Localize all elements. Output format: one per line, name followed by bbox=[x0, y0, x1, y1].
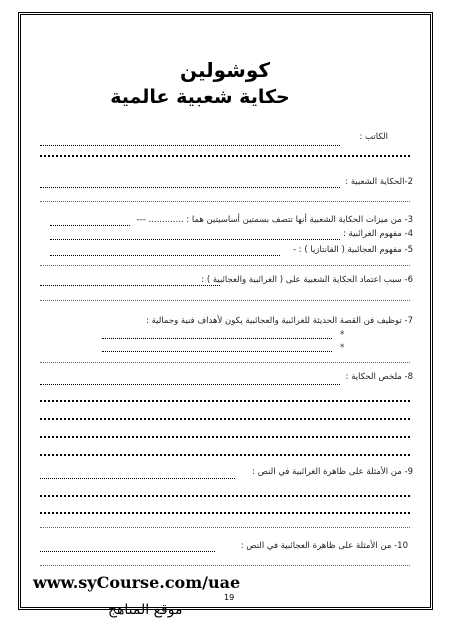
question-6: 6- سبب اعتماد الحكاية الشعبية على ( الغرائبية والعجائبية ) : bbox=[201, 275, 413, 285]
bullet: * bbox=[340, 330, 345, 340]
footer-site-name: موقع المناهج bbox=[108, 602, 183, 618]
question-10: 10- من الأمثلة على ظاهرة العجائبية في النص : bbox=[240, 541, 408, 551]
answer-line bbox=[40, 478, 235, 479]
answer-line bbox=[40, 495, 410, 497]
question-5: 5- مفهوم العجائبية ( الفانتازيا ) : - bbox=[293, 245, 413, 255]
answer-line bbox=[40, 527, 410, 528]
answer-line bbox=[50, 255, 280, 256]
question-8: 8- ملخص الحكاية : bbox=[345, 372, 413, 382]
answer-line bbox=[40, 384, 340, 385]
answer-line bbox=[40, 512, 410, 514]
question-4: 4- مفهوم الغرائبية : bbox=[342, 229, 413, 239]
answer-line bbox=[40, 300, 410, 301]
question-author: الكاتب : bbox=[359, 132, 388, 142]
answer-line bbox=[40, 454, 410, 456]
answer-line bbox=[50, 225, 130, 226]
bullet: * bbox=[340, 343, 345, 353]
footer-url[interactable]: www.syCourse.com/uae bbox=[33, 573, 241, 592]
answer-line bbox=[102, 351, 332, 352]
document-subtitle: حكاية شعبية عالمية bbox=[110, 86, 290, 108]
answer-line bbox=[40, 551, 215, 552]
answer-line bbox=[40, 145, 340, 146]
answer-line bbox=[40, 565, 410, 566]
answer-line bbox=[40, 285, 220, 286]
answer-line bbox=[40, 155, 410, 157]
answer-line bbox=[40, 201, 410, 202]
answer-line bbox=[40, 436, 410, 438]
page-number: 19 bbox=[224, 593, 235, 602]
question-7: 7- توظيف فن القصة الحديثة للغرائبية والعجائبية يكون لأهداف فنية وجمالية : bbox=[146, 316, 413, 326]
answer-line bbox=[40, 400, 410, 402]
answer-line bbox=[40, 265, 410, 266]
answer-line bbox=[50, 239, 340, 240]
answer-line bbox=[102, 338, 332, 339]
answer-line bbox=[40, 418, 410, 420]
document-title: كوشولين bbox=[179, 58, 271, 82]
question-9: 9- من الأمثلة على ظاهرة الغرائبية في النص : bbox=[252, 467, 413, 477]
answer-line bbox=[40, 187, 340, 188]
question-3: 3- من ميزات الحكاية الشعبية أنها تتصف بسمتين أساسيتين هما : ............. --- bbox=[136, 215, 413, 225]
answer-line bbox=[40, 362, 410, 363]
question-2: 2-الحكاية الشعبية : bbox=[345, 177, 413, 187]
